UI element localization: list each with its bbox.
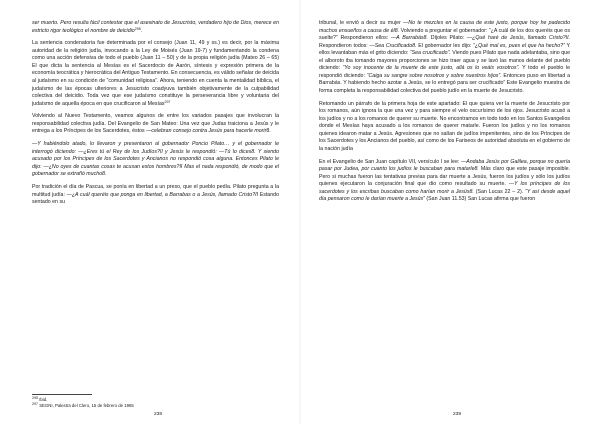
text-run: “¿Qué mal es, pues el que ha hecho?” [473,42,565,49]
text-run: Y todo el pueblo le respondió diciendo: [319,65,570,79]
paragraph [32,20,279,35]
text-run: Retomando un párrafo de la primera hoja de este apartado: El que quiera ver la muerte de Jesucristo por los romanos, aún ignora la que una vez y para siempre el velo oscurísimo de los ojos. Jesucristo acusó a los judíos y no a los romanos de querer su muerte. No encontramos en todo todo en los Santos Evangelios donde el Mesías haya acusado a los romanos de querer matarle. Fueron los judíos y no los romanos quienes idearon matar a Jesús. Agresiones que no salían de judíos impenitentes, sino de los Príncipes de los Sacerdotes y los Ancianos del pueblo, así como de los Fariseos de autoridad absoluta en el gobierno de la nación judía [319,100,570,152]
text-run: Por tradición el día de Pascua, se ponía en libertad a un preso, que el pueblo pedía. Pilato pregunta a la multitud judía: [32,184,279,198]
footnote-text: Ibid. [38,397,48,402]
text-run: . [140,27,143,34]
text-run: ser muerto. Pero resulta fácil contestar que el asesinato de Jesucristo, verdadero hijo de Dios, merece en estricto rigor teológico el nombre de deicidio [32,20,279,34]
paragraph [32,40,279,108]
text-run: Más claro que este pasaje imposible. Pero si muchas fueron las tentativas previas para dar muerte a Jesús, fueron los judíos y sólo los judíos quienes ejecutaron la conjuración final que dio como resultado su muerte. [319,166,570,188]
text-run: —celebran consejo contra Jesús para hacerle morir [146,128,267,135]
footnote-rule [32,394,92,395]
text-run: (San Juan 11.53) San Lucas afirma que fueron [424,196,536,203]
footnote-number: 297 [32,401,38,406]
text-run: —Andaba Jesús por Galilea, porque no quería pasar por Judea, por cuanto los judíos le buscaban para matarle8. [319,158,570,173]
footnote-ref: 295 [134,26,141,31]
text-run: Y ellos levantaban más el grito diciendo: [319,42,570,57]
left-page-body [32,20,279,207]
paragraph [32,184,279,207]
text-run: Volviendo al Nuevo Testamento, veamos algunos de entre los variados pasajes que involucran la responsabilidad colectiva judía. Del Evangelio de San Mateo: Una vez que Judas traiciona a Jesús y le entrega a los Príncipes de los Sacerdotes, éstos [32,113,279,135]
text-run: (San Lucas 22 – 2). [473,188,526,195]
footnote-text: SEGNI, Palestra del Clero, 15 de febrero de 1965 [38,402,134,408]
text-run: “Caiga su sangre sobre nosotros y sobre nuestros hijos”. [366,72,502,79]
text-run: “Sea crucificado”. [409,50,451,57]
text-run: Viendo pues Pilato que nada adelantaba, sino que el alboroto iba tomando mayores proporciones se hizo traer agua y se lavó las manos delante del pueblo diciendo: [319,50,570,72]
text-run: tribunal, le envió a decir su mujer [319,20,404,26]
paragraph [319,159,570,204]
paragraph [319,20,570,95]
text-run: —Y habiéndolo atado, lo llevaron y presentaron al gobernador Poncio Pilato… y el gobernador le interrogó diciendo: —¿Eres tú el Rey de los Judíos?II y Jesús le respondió: —Tú lo dices8. Y siendo acusado por los Príncipes de los Sacerdotes y Ancianos no respondió cosa alguna. Entonces Pilato le dijo: —¿No oyes de cuantas cosas te acusan estos hombres?II Mas el nada respondió, de modo que el gobernador se extrañó mucho8. [32,141,279,178]
text-run: En el Evangelio de San Juan capítulo VII, versículo I se lee: [319,158,461,165]
paragraph [319,101,570,154]
footnote-number: 295 [32,396,38,400]
text-run: —¿Qué haré de Jesús, llamado Cristo?II. [466,35,570,42]
right-page-number: 239 [452,412,461,417]
text-run: —Sea Crucificado8. [369,42,417,49]
text-run: —¿A cuál queréis que ponga en libertad, a Barrabas o a Jesús, llamado Cristo?II [66,191,259,198]
text-run: El gobernador les dijo: [416,42,474,49]
text-run: Díjoles Pilato: [427,35,467,42]
text-run: Volviendo a preguntar el gobernador: “¿A cuál de los dos queréis que os suelte?” Respondieron ellos: [319,27,570,42]
text-run: Entonces puso en libertad a Barrabás. Y habiendo hecho azotar a Jesús, se lo entregó para ser crucificado” Este Evangelio muestra de forma completa la responsabilidad colectiva del pueblo judío en la muerte de Jesucristo. [319,72,570,94]
text-run: “Yo soy inocente de la muerte de este justo, allá os lo veáis vosotros”. [342,65,520,72]
text-run: La sentencia condenatoria fue determinada por el consejo (Juan 11, 49 y ss.) es decir, por la máxima autoridad de la religión judía, invocando a la Ley de Moisés (Juan 19-7) y fundamentando la condena como una acción defensiva de todo el pueblo (Juan 11 – 50) y de la propia religión judía (Mateo 26 – 65) El que dicta la sentencia al Mesías es el Sacerdocio de Aarón, síntesis y expresión primera de la economía teocrática y hierocrática del Antiguo Testamento. En consecuencia, es válido señalar de deicida al judaísmo en su condición de “comunidad religiosa”. Ahora, teniendo en cuenta la mentalidad bíblica, el judaísmo de las épocas ulteriores a Jesucristo coadyuva también objetivamente de la culpabilidad colectiva del deicidio. Toda vez que ese judaísmo constituye la perseverancia libre y voluntaria del judaísmo de aquella época en que crucificaron al Mesías [32,40,279,107]
footnote [32,403,279,409]
left-page-number: 238 [153,412,162,417]
footnote-ref: 297 [164,99,171,104]
footnote-list [32,397,279,408]
right-page [300,0,600,424]
text-run: 8. [266,128,271,135]
footnotes [32,394,279,408]
text-run: Respondieron todos: [319,42,370,49]
text-run: —Y los príncipes de los sacerdotes y los escribas buscaban como harían morir a Jesús8. [319,181,570,195]
text-run: Estando sentado en su [32,191,279,206]
text-run: —A Barrabás8. [390,35,428,42]
text-run: “Y así desde aquel día pensaron como le darían muerte a Jesús” [319,188,570,203]
paragraph [32,141,279,179]
text-run: —No te mezcles en la causa de este justo, porque hoy he padecido muchos ensueños a causa de él8. [319,20,570,34]
right-page-body [319,20,570,204]
paragraph [32,113,279,136]
